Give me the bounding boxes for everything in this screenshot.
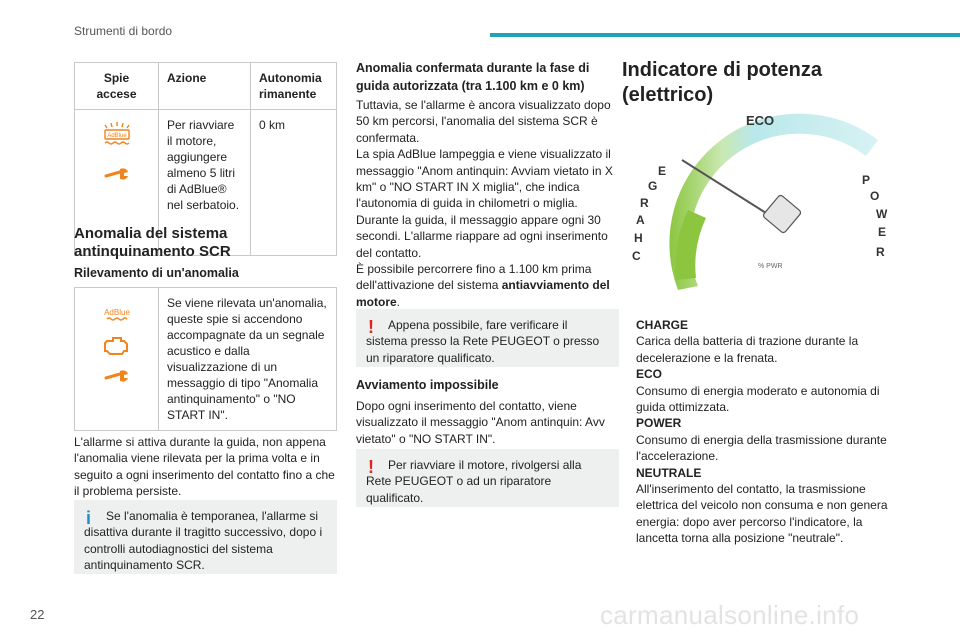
confermata-text: Tuttavia, se l'allarme è ancora visualizzato dopo 50 km percorsi, l'anomalia del sistema SCR è confermata. La spia AdBlue lampeggia e viene visualizzato il messaggio "Anom antinquin: Avviam vietato in X km" o "NO START IN X miglia", che indica l'autonomia di guida in chilometri o miglia. Durante la guida, il messaggio appare ogni 30 secondi. L'allarme riappare ad ogni inserimento del contatto. È possibile percorrere fino a 1.100 km prima dell'attivazione del sistema xyxy=(356,98,613,293)
warning-icon: ! xyxy=(368,317,374,337)
adblue-icon-label: AdBlue xyxy=(103,308,130,317)
gauge-hub xyxy=(762,194,801,233)
term-description: Carica della batteria di trazione durante la decelerazione e la frenata. xyxy=(636,334,859,365)
confermata-paragraph xyxy=(356,97,618,310)
term-label: ECO xyxy=(636,367,663,382)
engine-warning-icon xyxy=(102,335,132,357)
wrench-icon xyxy=(104,369,130,383)
table-cell-action: Per riavviare il motore, aggiungere almeno 5 litri di AdBlue® nel serbatoio. xyxy=(159,110,251,256)
warning-box-2 xyxy=(356,449,619,507)
rilevamento-subheading: Rilevamento di un'anomalia xyxy=(74,266,239,280)
warning-box-1 xyxy=(356,309,619,367)
section-title: Strumenti di bordo xyxy=(74,24,173,38)
table-cell-autonomy: 0 km xyxy=(251,110,337,256)
avviamento-paragraph: Dopo ogni inserimento del contatto, viene visualizzato il messaggio "Anom antinquin: Avv vietato" o "NO START IN". xyxy=(356,399,605,446)
confermata-heading: Anomalia confermata durante la fase di guida autorizzata (tra 1.100 km e 0 km) xyxy=(356,61,590,93)
table-cell-description: Se viene rilevata un'anomalia, queste spie si accendono accompagnate da un segnale acustico e dalla visualizzazione di un messaggio di tipo "Anomalia antinquinamento" o "NO START IN". xyxy=(159,288,337,431)
term-label: NEUTRALE xyxy=(636,465,702,480)
power-label-o: O xyxy=(870,189,880,203)
table-header-spie: Spie accese xyxy=(75,63,159,110)
term-neutrale xyxy=(636,465,898,547)
power-label-w: W xyxy=(876,207,888,221)
watermark: carmanualsonline.info xyxy=(600,600,860,630)
term-label: CHARGE xyxy=(636,318,689,332)
term-description: All'inserimento del contatto, la trasmissione elettrica del veicolo non consuma e non genera energia: dopo aver percorso l'indicatore, la lancetta torna alla posizione "neutrale". xyxy=(636,482,888,546)
term-eco xyxy=(636,366,898,415)
adblue-warning-icon xyxy=(97,121,137,151)
indicatore-heading: Indicatore di potenza (elettrico) xyxy=(622,59,823,106)
term-description: Consumo di energia della trasmissione durante l'accelerazione. xyxy=(636,432,887,464)
power-label xyxy=(862,173,888,259)
info-icon: i xyxy=(86,508,92,528)
term-power xyxy=(636,415,898,464)
confermata-bold: antiavviamento del motore xyxy=(356,278,610,309)
adblue-icon xyxy=(97,305,137,323)
warning-box-1-text: Appena possibile, fare verificare il sistema presso la Rete PEUGEOT o presso un riparatore qualificato. xyxy=(366,318,600,365)
avviamento-heading: Avviamento impossibile xyxy=(356,378,499,392)
power-label-r: R xyxy=(876,245,885,259)
warning-icon: ! xyxy=(368,457,374,477)
eco-label xyxy=(746,113,774,128)
anomalia-paragraph: L'allarme si attiva durante la guida, non appena l'anomalia viene rilevata per la prima volta e in seguito a ogni inserimento del contatto fino a che il problema persiste. xyxy=(74,435,335,499)
table-header-azione: Azione xyxy=(159,63,251,110)
table-cell-icons xyxy=(75,288,159,431)
term-charge xyxy=(636,317,898,366)
charge-label-g: G xyxy=(648,179,658,193)
warning-box-2-text: Per riavviare il motore, rivolgersi alla Rete PEUGEOT o ad un riparatore qualificato. xyxy=(366,458,582,505)
charge-label-a: A xyxy=(636,213,645,227)
table-row xyxy=(75,288,337,431)
power-gauge xyxy=(618,100,898,300)
header-accent-bar xyxy=(490,33,960,37)
charge-label-h: H xyxy=(634,231,643,245)
eco-label-text: ECO xyxy=(746,113,775,128)
anomalia-table xyxy=(74,287,337,431)
indicatore-terms xyxy=(636,317,898,547)
table-header-autonomia: Autonomia rimanente xyxy=(251,63,337,110)
wrench-icon xyxy=(104,167,130,181)
pwr-label: % PWR xyxy=(758,263,783,270)
power-label-e: E xyxy=(878,225,887,239)
charge-label-c: C xyxy=(632,249,641,263)
power-label-p: P xyxy=(862,173,871,187)
charge-label-e: E xyxy=(658,164,667,178)
charge-label-r: R xyxy=(640,196,649,210)
term-label: POWER xyxy=(636,416,682,431)
page-number: 22 xyxy=(30,607,45,622)
charge-label xyxy=(632,164,666,263)
confermata-end: . xyxy=(396,294,401,309)
info-box-text: Se l'anomalia è temporanea, l'allarme si disattiva durante il tragitto successivo, dopo i controlli autodiagnostici del sistema antinquinamento SCR. xyxy=(84,509,323,573)
anomalia-heading: Anomalia del sistema antinquinamento SCR xyxy=(74,225,231,260)
adblue-icon-label: AdBlue xyxy=(106,133,127,139)
term-description: Consumo di energia moderato e autonomia di guida ottimizzata. xyxy=(636,383,880,415)
info-box xyxy=(74,500,337,574)
